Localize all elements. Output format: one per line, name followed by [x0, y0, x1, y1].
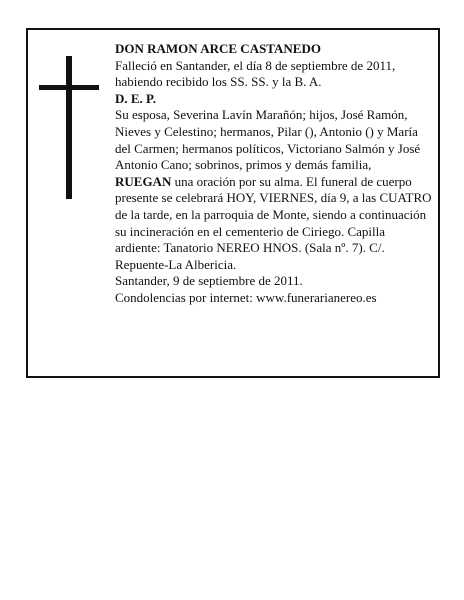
- obituary-notice: [26, 28, 440, 378]
- ruegan-word: RUEGAN: [115, 173, 172, 189]
- place-date: Santander, 9 de septiembre de 2011.: [115, 273, 303, 289]
- rest-in-peace: D. E. P.: [115, 90, 157, 106]
- cross-horizontal-bar: [39, 85, 99, 90]
- death-announcement: Falleció en Santander, el día 8 de septiembre de 2011, habiendo recibido los SS. SS. y la B. A.: [115, 57, 396, 90]
- condolences-line: Condolencias por internet: www.funerarianereo.es: [115, 289, 377, 305]
- funeral-text: una oración por su alma. El funeral de cuerpo presente se celebrará HOY, VIERNES, día 9, a las CUATRO de la tarde, en la parroquia de Monte, siendo a continuación su incineración en el cementerio de Ciriego. Capilla ardiente: Tanatorio NEREO HNOS. (Sala nº. 7). C/. Repuente-La Albericia.: [115, 173, 432, 272]
- funeral-details: [115, 174, 433, 274]
- cross-vertical-bar: [66, 56, 72, 199]
- deceased-name: DON RAMON ARCE CASTANEDO: [115, 41, 321, 56]
- notice-text: [115, 41, 433, 307]
- family-list: Su esposa, Severina Lavín Marañón; hijos, José Ramón, Nieves y Celestino; hermanos, Pilar (), Antonio () y María del Carmen; hermanos políticos, Victoriano Salmón y José Antonio Cano; sobrinos, primos y demás familia,: [115, 107, 421, 173]
